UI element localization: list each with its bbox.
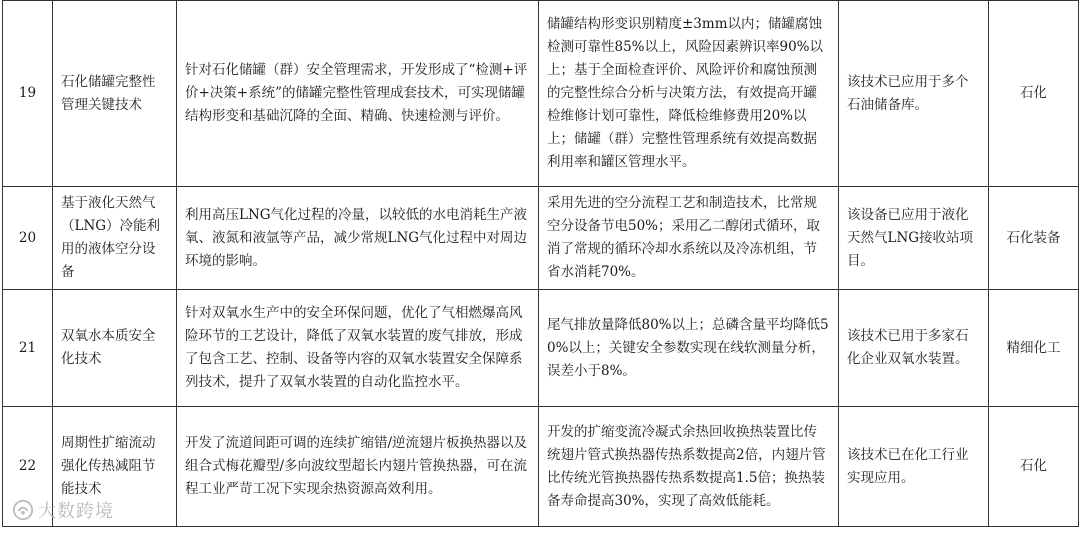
row-number: 21 [3,290,53,407]
row-number: 19 [3,1,53,187]
technology-effect: 尾气排放量降低80%以上；总磷含量平均降低50%以上；关键安全参数实现在线软测量分析，误差小于8%。 [539,290,839,407]
technology-name: 基于液化天然气（LNG）冷能利用的液体空分设备 [53,187,177,290]
technology-name: 周期性扩缩流动强化传热减阻节能技术 [53,407,177,527]
technology-name: 石化储罐完整性管理关键技术 [53,1,177,187]
industry: 精细化工 [989,290,1079,407]
application-status: 该设备已应用于液化天然气LNG接收站项目。 [839,187,989,290]
industry: 石化装备 [989,187,1079,290]
application-status: 该技术已应用于多个石油储备库。 [839,1,989,187]
row-number: 22 [3,407,53,527]
technology-description: 利用高压LNG气化过程的冷量，以较低的水电消耗生产液氧、液氮和液氩等产品，减少常规LNG气化过程中对周边环境的影响。 [177,187,539,290]
industry: 石化 [989,407,1079,527]
row-number: 20 [3,187,53,290]
technology-effect: 储罐结构形变识别精度±3mm以内；储罐腐蚀检测可靠性85%以上，风险因素辨识率90%以上；基于全面检查评价、风险评价和腐蚀预测的完整性综合分析与决策方法，有效提高开罐检维修计划可靠性，降低检维修费用20%以上；储罐（群）完整性管理系统有效提高数据利用率和罐区管理水平。 [539,1,839,187]
watermark-text: 大数跨境 [38,501,114,522]
table-row [3,407,1079,527]
brand-logo-icon [12,499,34,521]
technology-description: 开发了流道间距可调的连续扩缩错/逆流翅片板换热器以及组合式梅花瓣型/多向波纹型超长内翅片管换热器，可在流程工业严苛工况下实现余热资源高效利用。 [177,407,539,527]
technology-effect: 开发的扩缩变流冷凝式余热回收换热装置比传统翅片管式换热器传热系数提高2倍，内翅片管比传统光管换热器传热系数提高1.5倍；换热装备寿命提高30%，实现了高效低能耗。 [539,407,839,527]
table-row [3,1,1079,187]
application-status: 该技术已在化工行业实现应用。 [839,407,989,527]
watermark [12,497,114,523]
table-row [3,290,1079,407]
technology-description: 针对双氧水生产中的安全环保问题，优化了气相燃爆高风险环节的工艺设计，降低了双氧水装置的废气排放，形成了包含工艺、控制、设备等内容的双氧水装置安全保障系列技术，提升了双氧水装置的自动化监控水平。 [177,290,539,407]
table-row [3,187,1079,290]
application-status: 该技术已用于多家石化企业双氧水装置。 [839,290,989,407]
technology-name: 双氧水本质安全化技术 [53,290,177,407]
technology-table [2,0,1079,527]
technology-description: 针对石化储罐（群）安全管理需求，开发形成了“检测+评价+决策+系统”的储罐完整性管理成套技术，可实现储罐结构形变和基础沉降的全面、精确、快速检测与评价。 [177,1,539,187]
technology-effect: 采用先进的空分流程工艺和制造技术，比常规空分设备节电50%；采用乙二醇闭式循环，取消了常规的循环冷却水系统以及冷冻机组，节省水消耗70%。 [539,187,839,290]
industry: 石化 [989,1,1079,187]
